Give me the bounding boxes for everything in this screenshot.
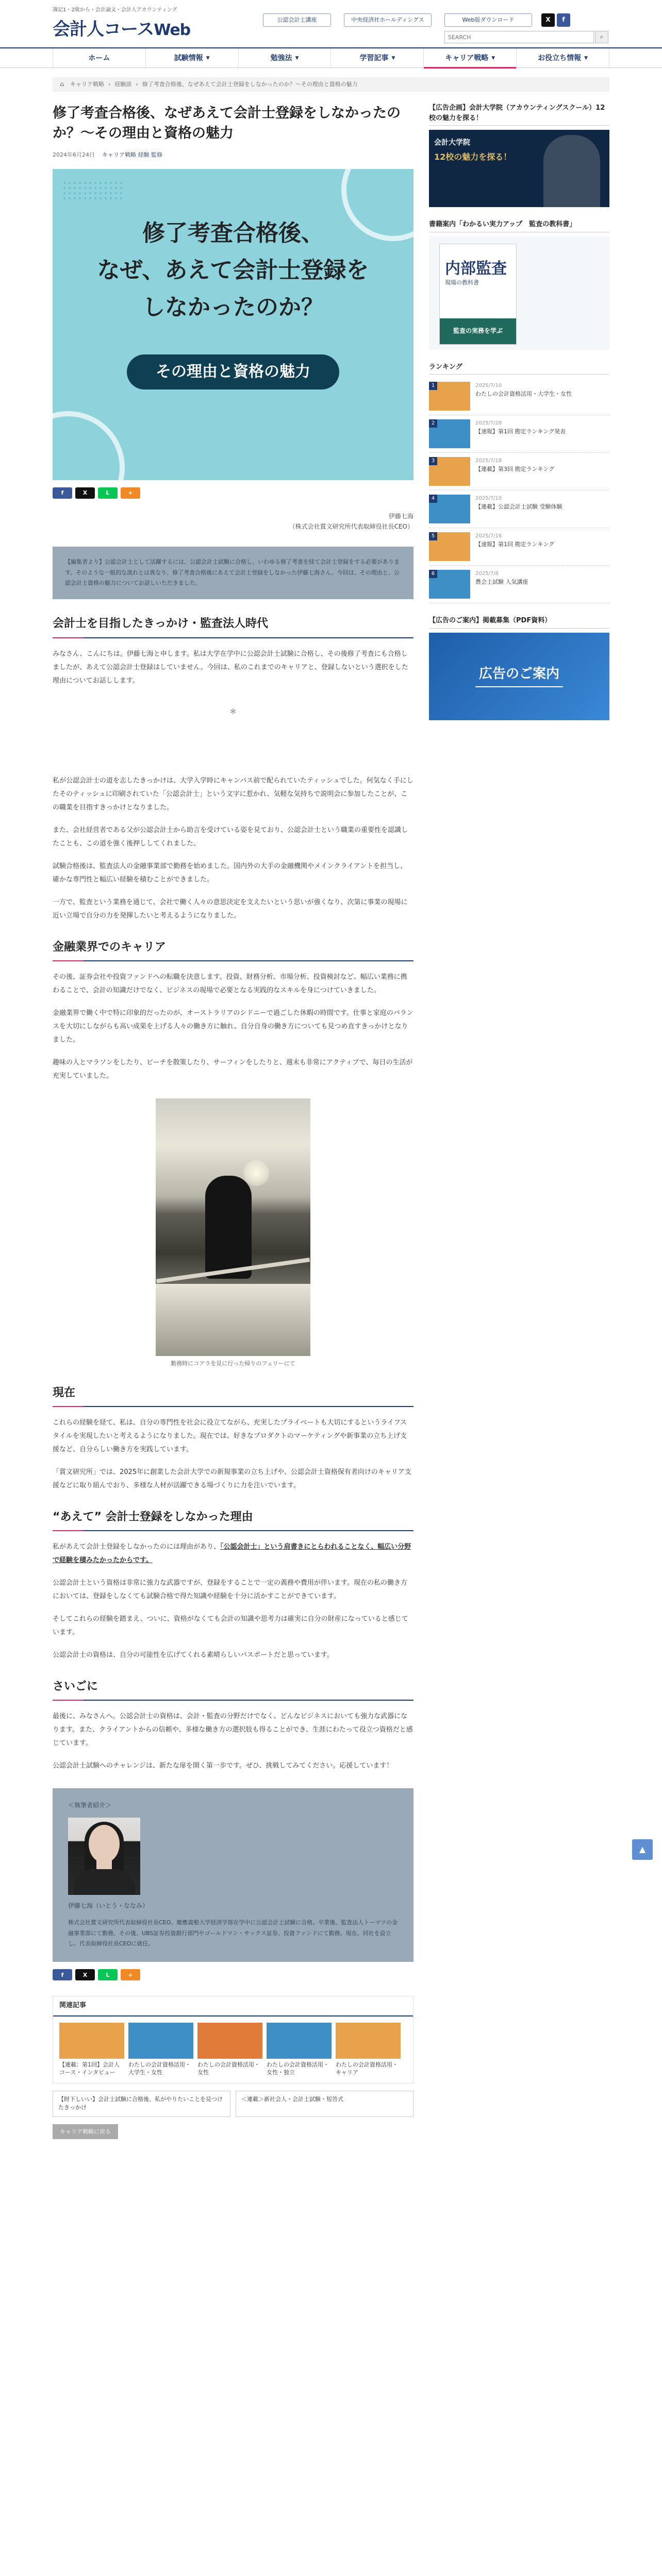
page-top-button[interactable]: ▲ <box>632 1839 653 1860</box>
paragraph: その後、証券会社や投資ファンドへの転職を決意します。投資、財務分析、市場分析、投資検討など、幅広い業務に携わることで、会計の知識だけでなく、ビジネスの現場で必要となる実践的なスキルを身につけていきました。 <box>53 973 407 995</box>
ranking-item[interactable]: 5 2025/7/16 【速報】第1回 勘定ランキング <box>429 528 609 566</box>
article <box>53 103 413 2139</box>
header-social <box>541 13 570 27</box>
paragraph: 最後に、みなさんへ。公認会計士の資格は、会計・監査の分野だけでなく、どんなビジネスにおいても強力な武器になります。また、クライアントからの信頼や、多様な働き方の選択肢も得ることができ、生涯にわたって役立つ資格だと感じています。 <box>53 1713 413 1748</box>
related-articles <box>53 1996 413 2083</box>
line-share-icon[interactable]: L <box>98 487 118 499</box>
author-photo <box>68 1818 140 1895</box>
ranking-item[interactable]: 1 2025/7/10 わたしの会計資格活用・大学生・女性 <box>429 378 609 415</box>
section-heading: “あえて” 会計士登録をしなかった理由 <box>53 1508 413 1531</box>
paragraph: 金融業界で働く中で特に印象的だったのが、オーストラリアのシドニーで過ごした休暇の時間です。仕事と家庭のバランスを大切にしながらも高い成果を上げる人々の働き方に触れ、自分自身の働き方についても見つめ直すきっかけとなりました。 <box>53 1009 413 1044</box>
ad-info-title: 【広告のご案内】掲載募集（PDF資料） <box>429 616 609 629</box>
hero-subtitle: その理由と資格の魅力 <box>127 354 339 389</box>
hero-line-3: しなかったのか？ <box>142 294 324 320</box>
facebook-share-icon[interactable]: f <box>53 487 72 499</box>
related-item[interactable]: わたしの会計資格活用・キャリア <box>336 2023 401 2077</box>
search-input[interactable] <box>444 31 594 43</box>
paragraph: 「賞文研究所」では、2025年に創業した会計大学での新規事業の立ち上げや、公認会計士資格保有者向けのキャリア支援などに取り組んでおり、多様な人材が活躍できる場づくりに力を注いでいます。 <box>53 1468 411 1489</box>
hero-line-2: なぜ、あえて会計士登録を <box>97 257 369 283</box>
paragraph: 趣味の人とマラソンをしたり、ビーチを散策したり、サーフィンをしたりと、週末も非常にアクティブで、毎日の生活が充実していました。 <box>53 1059 413 1080</box>
sidebar-ad-title: 【広告企画】会計大学院（アカウンティングスクール）12校の魅力を探る！ <box>429 103 609 126</box>
paragraph: 公認会計士の資格は、自分の可能性を広げてくれる素晴らしいパスポートだと思っています。 <box>53 1651 334 1659</box>
section-heading: さいごに <box>53 1677 413 1701</box>
ranking-item[interactable]: 3 2025/7/18 【連載】第3回 勘定ランキング <box>429 453 609 490</box>
related-item[interactable]: わたしの会計資格活用・女性 <box>197 2023 262 2077</box>
nav-exam-info[interactable]: 試験情報 ▼ <box>145 48 238 68</box>
ranking-item[interactable]: 4 2025/7/10 【連載】公認会計士試験 受験体験 <box>429 490 609 528</box>
author-name: 伊藤七海 <box>388 512 413 520</box>
plus-share-icon[interactable]: + <box>121 487 140 499</box>
paragraph: 試験合格後は、監査法人の金融事業部で勤務を始めました。国内外の大手の金融機関やメインクライアントを担当し、確かな専門性と幅広い経験を積むことができました。 <box>53 862 407 884</box>
x-share-icon[interactable]: X <box>75 487 95 499</box>
web-download-button[interactable]: Web版ダウンロード <box>444 13 532 27</box>
profile-label: ＜執筆者紹介＞ <box>68 1802 112 1809</box>
hero-image <box>53 169 413 480</box>
ranking-title: ランキング <box>429 362 609 375</box>
nav-home[interactable]: ホーム <box>53 48 145 68</box>
paragraph: みなさん、こんにちは。伊藤七海と申します。私は大学在学中に公認会計士試験に合格し、その後修了考査にも合格しましたが、あえて公認会計士登録はしていません。今回は、私のこれまでのキャリアと、登録しないという選択をした理由についてお話しします。 <box>53 650 408 685</box>
share-buttons-top <box>53 487 413 499</box>
ad-info-banner[interactable]: 広告のご案内 <box>429 633 609 720</box>
facebook-icon[interactable]: f <box>557 13 570 27</box>
author-profile <box>53 1788 413 1962</box>
facebook-share-icon[interactable]: f <box>53 1969 72 1980</box>
chevron-down-icon: ▼ <box>584 55 588 61</box>
article-category[interactable]: キャリア戦略 経験 監修 <box>102 151 162 159</box>
share-buttons-bottom <box>53 1969 413 1980</box>
decoration-dots <box>62 180 124 201</box>
prev-article-link[interactable]: 【財下しいい】会計士試験に合格後、私がやりたいことを見つけたきっかけ <box>53 2091 230 2117</box>
related-item[interactable]: わたしの会計資格活用・女性・独立 <box>267 2023 332 2077</box>
next-article-link[interactable]: ＜連載＞新社会人・会計士試験・短答式 <box>236 2091 413 2117</box>
related-item[interactable]: わたしの会計資格活用・大学生・女性 <box>128 2023 193 2077</box>
paragraph: これらの経験を経て、私は、自分の専門性を社会に役立てながら、充実したプライベートも大切にするというライフスタイルを実現したいと考えるようになりました。現在では、好きなプロダクトのマーケティングや新事業の立ち上げ支援など、自分らしい働き方を実践しています。 <box>53 1418 407 1453</box>
sidebar-book-banner[interactable]: 内部監査 現場の教科書 監査の実務を学ぶ <box>429 236 609 350</box>
site-logo[interactable]: 会計人コースWeb <box>53 19 191 40</box>
nav-career[interactable]: キャリア戦略 ▼ <box>423 48 516 68</box>
related-heading: 関連記事 <box>53 1996 413 2016</box>
chevron-down-icon: ▼ <box>295 55 299 61</box>
site-tagline: 簿記1・2級から・会計論文・会計人アカウンティング <box>53 7 177 13</box>
section-heading: 会計士を目指したきっかけ・監査法人時代 <box>53 615 413 638</box>
chevron-down-icon: ▼ <box>206 55 210 61</box>
course-link-button[interactable]: 公認会計士講座 <box>263 13 331 27</box>
ranking-item[interactable]: 2 2025/7/28 【速報】第1回 勘定ランキング発表 <box>429 415 609 453</box>
article-title: 修了考査合格後、なぜあえて会計士登録をしなかったのか？〜その理由と資格の魅力 <box>53 105 401 142</box>
breadcrumb-item[interactable]: 経験談 <box>114 81 132 88</box>
publisher-link-button[interactable]: 中央経済社ホールディングス <box>344 13 432 27</box>
profile-name: 伊藤七海（いとう・ななみ） <box>68 1902 149 1910</box>
chevron-down-icon: ▼ <box>491 55 495 61</box>
hero-line-1: 修了考査合格後、 <box>142 219 324 246</box>
ranking-item[interactable]: 6 2025/7/8 農会士試験 人気講座 <box>429 566 609 603</box>
paragraph: 私があえて会計士登録をしなかったのには理由があり、「公認会計士」という肩書きにとらわれることなく、幅広い分野で経験を積みたかったからです。 <box>53 1543 411 1565</box>
separator-star: ＊ <box>229 707 237 716</box>
x-share-icon[interactable]: X <box>75 1969 95 1980</box>
chevron-down-icon: ▼ <box>391 55 395 61</box>
paragraph: 公認会計士試験へのチャレンジは、新たな扉を開く第一歩です。ぜひ、挑戦してみてください。応援しています！ <box>53 1762 393 1770</box>
decoration-ring <box>53 411 125 480</box>
nav-useful-info[interactable]: お役立ち情報 ▼ <box>516 48 609 68</box>
paragraph: そしてこれらの経験を踏まえ、ついに、資格がなくても会計の知識や思考力は確実に自分の財産になっていると感じています。 <box>53 1615 408 1637</box>
site-header <box>53 0 609 47</box>
nav-study[interactable]: 勉強法 ▼ <box>238 48 331 68</box>
plus-share-icon[interactable]: + <box>121 1969 140 1980</box>
breadcrumb-current: 修了考査合格後、なぜあえて会計士登録をしなかったのか？〜その理由と資格の魅力 <box>142 81 358 88</box>
x-icon[interactable]: X <box>541 13 555 27</box>
section-heading: 金融業界でのキャリア <box>53 938 413 961</box>
ranking-list <box>429 378 609 603</box>
paragraph: 私が公認会計士の道を志したきっかけは、大学入学時にキャンパス前で配られていたティッシュでした。何気なく手にしたそのティッシュに印刷されていた「公認会計士」という文字に惹かれ、気軽な気持ちで説明会に参加したことが、この職業を目指すきっかけとなりました。 <box>53 776 413 811</box>
section-heading: 現在 <box>53 1384 413 1407</box>
line-share-icon[interactable]: L <box>98 1969 118 1980</box>
article-date: 2024年6月24日 <box>53 151 95 159</box>
sidebar-book-title: 書籍案内「わかるい実力アップ 監査の教科書」 <box>429 219 609 232</box>
nav-learning[interactable]: 学習記事 ▼ <box>330 48 423 68</box>
editor-note: 【編集者より】公認会計士として活躍するには、公認会計士試験に合格し、いわゆる修了考査を経て会計士登録をする必要があります。そのような一般的な流れとは異なり、修了考査合格後にあえて会計士登録をしなかった伊藤七海さん。今回は、その理由と、公認会計士資格の魅力についてお話しいただきました。 <box>53 547 413 600</box>
breadcrumb-item[interactable]: キャリア戦略 <box>70 81 104 88</box>
paragraph: 公認会計士という資格は非常に強力な武器ですが、登録をすることで一定の義務や費用が伴います。現在の私の働き方においては、登録をしなくても試験合格で得た知識や経験を十分に活かすことができています。 <box>53 1579 407 1601</box>
back-to-category-button[interactable]: キャリア戦略に戻る <box>53 2124 118 2140</box>
global-nav <box>0 47 662 68</box>
profile-bio: 株式会社賞文研究所代表取締役社長CEO。慶應義塾大学経済学部在学中に公認会計士試験に合格。卒業後、監査法人トーマツの金融事業部にて勤務。その後、UBS証券投資銀行部門やゴールドマン・サックス証券、投資ファンドにて勤務。現在、同社を設立し、代表取締役社長CEOに就任。 <box>68 1919 398 1947</box>
sidebar-ad-banner[interactable]: 会計大学院 12校の魅力を探る！ <box>429 130 609 207</box>
sidebar <box>429 103 609 2139</box>
paragraph: 一方で、監査という業務を通じて、会社で働く人々の意思決定を支えたいという思いが強くなり、次第に事業の現場に近い立場で自分の力を発揮したいと考えるようになりました。 <box>53 898 408 920</box>
ferry-photo <box>156 1098 310 1356</box>
author-org: （株式会社賞文研究所代表取締役社長CEO） <box>289 523 413 531</box>
home-icon[interactable]: ⌂ <box>60 80 64 88</box>
breadcrumb: ⌂ キャリア戦略 › 経験談 › 修了考査合格後、なぜあえて会計士登録をしなかったのか？〜その理由と資格の魅力 <box>53 77 609 92</box>
search-icon[interactable]: ⌕ <box>595 31 608 43</box>
photo-caption: 勤務時にコアラを見に行った帰りのフェリーにて <box>171 1360 295 1367</box>
related-item[interactable]: 【連載：第1回】会計人コース・インタビュー <box>59 2023 124 2077</box>
paragraph: また、会社経営者である父が公認会計士から助言を受けている姿を見ており、公認会計士という職業の重要性を認識したことも、この道を強く後押ししてくれました。 <box>53 826 408 848</box>
